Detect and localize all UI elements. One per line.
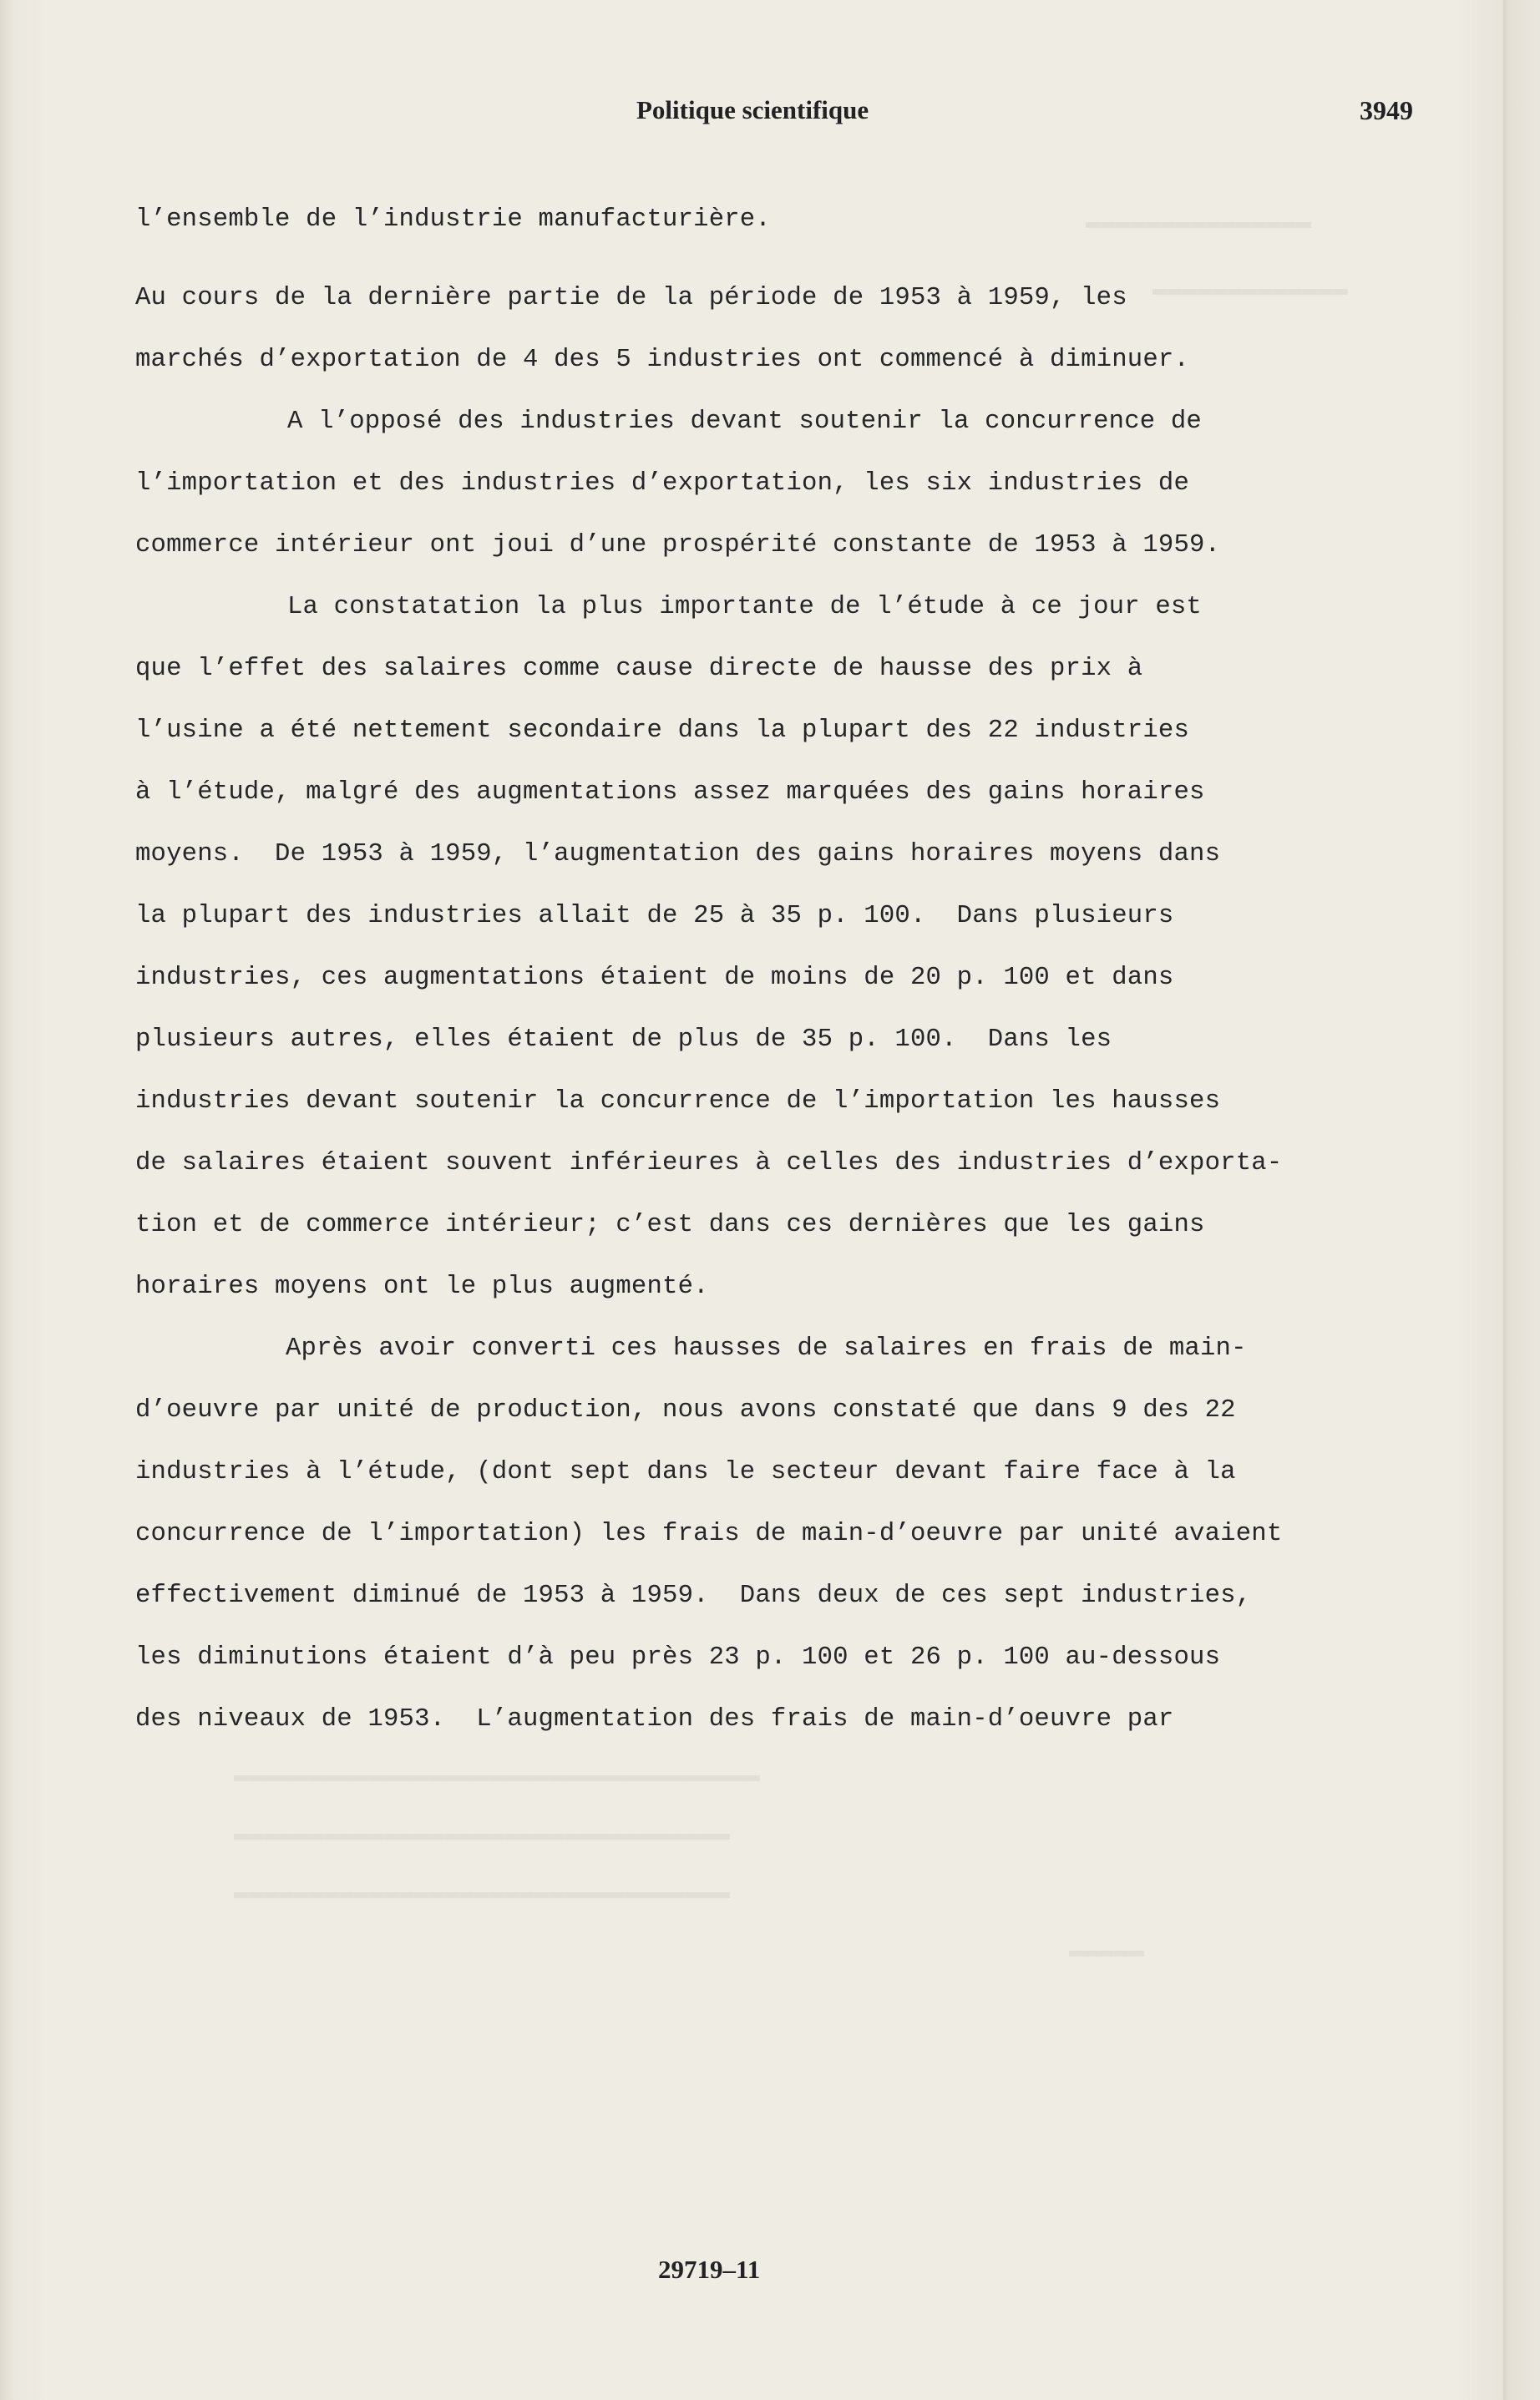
bleed-through-texture: ▬▬▬▬▬ bbox=[1069, 1937, 1145, 1966]
text-line: concurrence de l’importation) les frais de main-d’oeuvre par unité avaient bbox=[135, 1520, 1283, 1548]
text-line: moyens. De 1953 à 1959, l’augmentation des gains horaires moyens dans bbox=[135, 840, 1221, 868]
text-line: d’oeuvre par unité de production, nous avons constaté que dans 9 des 22 bbox=[135, 1396, 1236, 1425]
text-line: industries à l’étude, (dont sept dans le secteur devant faire face à la bbox=[135, 1458, 1236, 1486]
text-line: industries devant soutenir la concurrence de l’importation les hausses bbox=[135, 1087, 1221, 1116]
bleed-through-texture: ▬▬▬▬▬▬▬▬▬▬▬▬▬▬▬ bbox=[1086, 209, 1312, 237]
text-line: La constatation la plus importante de l’étude à ce jour est bbox=[287, 593, 1202, 621]
bleed-through-texture: ▬▬▬▬▬▬▬▬▬▬▬▬▬ bbox=[1152, 276, 1349, 304]
text-line: horaires moyens ont le plus augmenté. bbox=[135, 1273, 709, 1301]
running-header-title: Politique scientifique bbox=[636, 95, 869, 124]
text-line: commerce intérieur ont joui d’une prospérité constante de 1953 à 1959. bbox=[135, 531, 1221, 559]
text-line: marchés d’exportation de 4 des 5 industries ont commencé à diminuer. bbox=[135, 346, 1190, 374]
text-line: les diminutions étaient d’à peu près 23 p. 100 et 26 p. 100 au-dessous bbox=[135, 1643, 1221, 1672]
text-line: A l’opposé des industries devant soutenir la concurrence de bbox=[287, 408, 1202, 436]
text-line: des niveaux de 1953. L’augmentation des frais de main-d’oeuvre par bbox=[135, 1705, 1174, 1734]
typewritten-body bbox=[135, 189, 1321, 1750]
text-line: industries, ces augmentations étaient de moins de 20 p. 100 et dans bbox=[135, 964, 1174, 992]
text-line: Après avoir converti ces hausses de salaires en frais de main- bbox=[286, 1334, 1247, 1363]
text-line: plusieurs autres, elles étaient de plus de 35 p. 100. Dans les bbox=[135, 1025, 1112, 1054]
text-line: tion et de commerce intérieur; c’est dans ces dernières que les gains bbox=[135, 1211, 1205, 1239]
text-line: de salaires étaient souvent inférieures à celles des industries d’exporta- bbox=[135, 1149, 1283, 1177]
text-line: l’usine a été nettement secondaire dans la plupart des 22 industries bbox=[135, 716, 1190, 745]
text-line: la plupart des industries allait de 25 à 35 p. 100. Dans plusieurs bbox=[135, 902, 1174, 930]
bleed-through-texture: ▬▬▬▬▬▬▬▬▬▬▬▬▬▬▬▬▬▬▬▬▬▬▬▬▬▬▬▬▬▬▬▬▬▬▬ bbox=[234, 1762, 761, 1790]
footer-print-code: 29719–11 bbox=[658, 2255, 761, 2284]
page-edge-shadow bbox=[1503, 0, 1540, 2400]
text-line: effectivement diminué de 1953 à 1959. Dans deux de ces sept industries, bbox=[135, 1582, 1252, 1610]
page-number: 3949 bbox=[1360, 95, 1413, 125]
bleed-through-texture: ▬▬▬▬▬▬▬▬▬▬▬▬▬▬▬▬▬▬▬▬▬▬▬▬▬▬▬▬▬▬▬▬▬ bbox=[234, 1879, 731, 1907]
text-line: à l’étude, malgré des augmentations assez marquées des gains horaires bbox=[135, 778, 1205, 807]
bleed-through-texture: ▬▬▬▬▬▬▬▬▬▬▬▬▬▬▬▬▬▬▬▬▬▬▬▬▬▬▬▬▬▬▬▬▬ bbox=[234, 1820, 731, 1849]
text-line: que l’effet des salaires comme cause directe de hausse des prix à bbox=[135, 655, 1143, 683]
text-line: l’ensemble de l’industrie manufacturière. bbox=[135, 205, 771, 234]
text-line: Au cours de la dernière partie de la période de 1953 à 1959, les bbox=[135, 284, 1127, 312]
text-line: l’importation et des industries d’exportation, les six industries de bbox=[135, 469, 1190, 498]
